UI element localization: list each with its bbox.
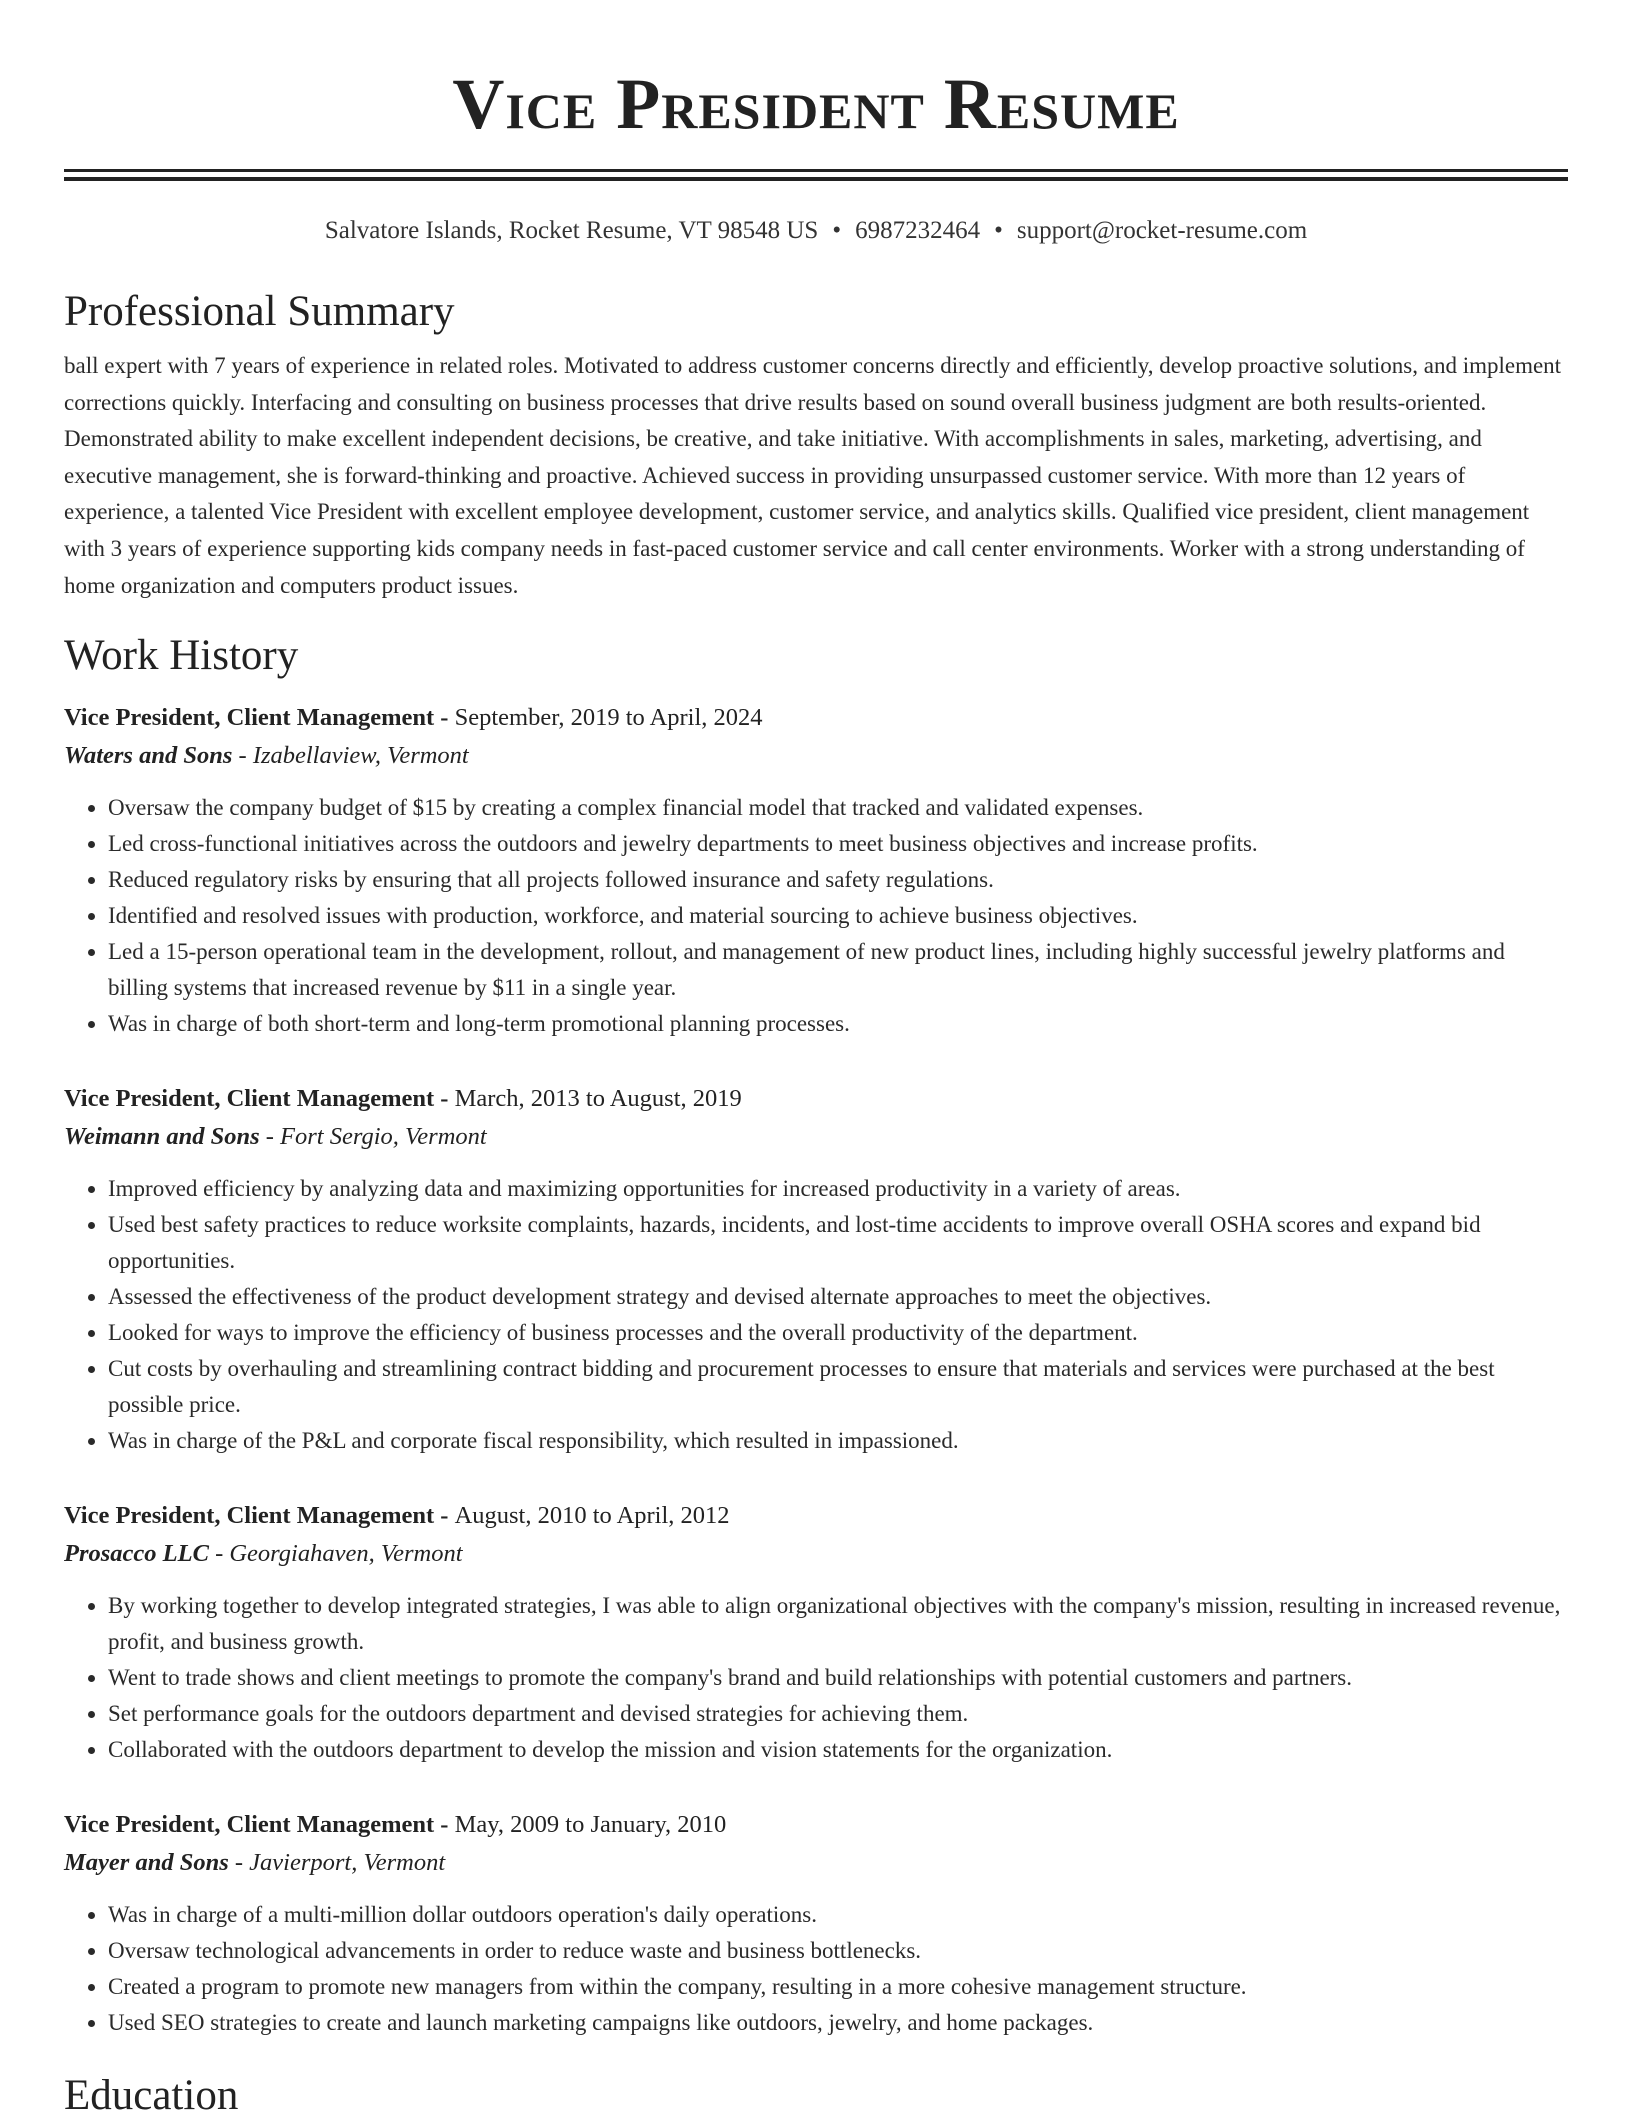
contact-separator: • — [832, 217, 842, 244]
work-history-list — [64, 699, 1568, 2041]
job-title: Vice President, Client Management — [64, 1085, 435, 1113]
job-title: Vice President, Client Management — [64, 1811, 435, 1839]
job-bullet: • Collaborated with the outdoors department to develop the mission and vision statements for the organization. — [108, 1732, 1568, 1768]
company-line — [64, 1118, 1568, 1156]
job-title-dash: - — [434, 1502, 455, 1530]
company-dash: - — [208, 1540, 230, 1568]
job-bullets — [64, 1588, 1568, 1768]
education-heading: Education — [64, 2072, 239, 2112]
job-bullet: • Used best safety practices to reduce worksite complaints, hazards, incidents, and lost-time accidents to improve overall OSHA scores and expand bid opportunities. — [108, 1207, 1568, 1279]
job-bullet: • Oversaw the company budget of $15 by creating a complex financial model that tracked and validated expenses. — [108, 790, 1568, 826]
contact-email: support@rocket-resume.com — [1016, 217, 1308, 244]
job-dates: March, 2013 to August, 2019 — [454, 1085, 742, 1113]
company-name: Waters and Sons — [64, 742, 233, 770]
work-history-heading: Work History — [64, 632, 299, 680]
job-entry — [64, 1806, 1568, 2041]
job-bullet: • Identified and resolved issues with production, workforce, and material sourcing to achieve business objectives. — [108, 898, 1568, 934]
job-bullet: • Assessed the effectiveness of the product development strategy and devised alternate approaches to meet the objectives. — [108, 1279, 1568, 1315]
company-line — [64, 737, 1568, 775]
job-bullet: • Looked for ways to improve the efficiency of business processes and the overall productivity of the department. — [108, 1315, 1568, 1351]
job-title: Vice President, Client Management — [64, 704, 435, 732]
job-title-dash: - — [434, 1085, 455, 1113]
job-dates: August, 2010 to April, 2012 — [454, 1502, 730, 1530]
job-title-line — [64, 699, 1568, 737]
job-bullet: • Set performance goals for the outdoors department and devised strategies for achieving them. — [108, 1696, 1568, 1732]
job-title-dash: - — [434, 704, 455, 732]
summary-text: ball expert with 7 years of experience in related roles. Motivated to address customer concerns directly and efficiently, develop proactive solutions, and implement corrections quickly. Interfacing and consulting on business processes that drive results based on sound overall business judgment are both results-oriented. Demonstrated ability to make excellent independent decisions, be creative, and take initiative. With accomplishments in sales, marketing, advertising, and executive management, she is forward-thinking and proactive. Achieved success in providing unsurpassed customer service. With more than 12 years of experience, a talented Vice President with excellent employee development, customer service, and analytics skills. Qualified vice president, client management with 3 years of experience supporting kids company needs in fast-paced customer service and call center environments. Worker with a strong understanding of home organization and computers product issues. — [64, 353, 1562, 598]
company-location: Javierport, Vermont — [249, 1849, 446, 1877]
summary-heading: Professional Summary — [64, 288, 455, 335]
title-rule-top — [64, 169, 1568, 172]
job-bullet: • Cut costs by overhauling and streamlining contract bidding and procurement processes to ensure that materials and services were purchased at the best possible price. — [108, 1351, 1568, 1423]
job-bullet: • Went to trade shows and client meetings to promote the company's brand and build relationships with potential customers and partners. — [108, 1660, 1568, 1696]
contact-phone: 6987232464 — [855, 217, 981, 244]
job-dates: September, 2019 to April, 2024 — [454, 704, 763, 732]
job-title-line — [64, 1080, 1568, 1118]
company-name: Weimann and Sons — [64, 1123, 260, 1151]
job-bullet: • Was in charge of both short-term and long-term promotional planning processes. — [108, 1006, 1568, 1042]
job-bullets — [64, 1897, 1568, 2041]
job-bullet: • Used SEO strategies to create and launch marketing campaigns like outdoors, jewelry, and home packages. — [108, 2005, 1568, 2041]
job-title-dash: - — [434, 1811, 455, 1839]
company-location: Fort Sergio, Vermont — [280, 1123, 487, 1151]
company-dash: - — [232, 742, 253, 770]
job-bullet: • Created a program to promote new managers from within the company, resulting in a more cohesive management structure. — [108, 1969, 1568, 2005]
contact-address: Salvatore Islands, Rocket Resume, VT 98548 US — [324, 217, 819, 244]
company-dash: - — [228, 1849, 250, 1877]
job-bullets — [64, 1171, 1568, 1459]
job-bullet: • Improved efficiency by analyzing data and maximizing opportunities for increased productivity in a variety of areas. — [108, 1171, 1568, 1207]
company-name: Prosacco LLC — [64, 1540, 209, 1568]
company-line — [64, 1844, 1568, 1882]
contact-line — [64, 215, 1568, 247]
company-name: Mayer and Sons — [64, 1849, 229, 1877]
job-title: Vice President, Client Management — [64, 1502, 435, 1530]
company-dash: - — [259, 1123, 281, 1151]
job-bullet: • Was in charge of a multi-million dollar outdoors operation's daily operations. — [108, 1897, 1568, 1933]
job-bullet: • Led a 15-person operational team in the development, rollout, and management of new product lines, including highly successful jewelry platforms and billing systems that increased revenue by $11 in a single year. — [108, 934, 1568, 1006]
job-entry — [64, 1497, 1568, 1768]
company-location: Georgiahaven, Vermont — [229, 1540, 463, 1568]
job-bullets — [64, 790, 1568, 1042]
company-line — [64, 1535, 1568, 1573]
job-bullet: • Led cross-functional initiatives across the outdoors and jewelry departments to meet business objectives and increase profits. — [108, 826, 1568, 862]
job-title-line — [64, 1806, 1568, 1844]
job-bullet: • Was in charge of the P&L and corporate fiscal responsibility, which resulted in impassioned. — [108, 1423, 1568, 1459]
job-bullet: • Oversaw technological advancements in order to reduce waste and business bottlenecks. — [108, 1933, 1568, 1969]
title-rule-bottom — [64, 177, 1568, 181]
job-title-line — [64, 1497, 1568, 1535]
company-location: Izabellaview, Vermont — [252, 742, 469, 770]
contact-separator: • — [994, 217, 1003, 244]
job-bullet: • By working together to develop integrated strategies, I was able to align organizational objectives with the company's mission, resulting in increased revenue, profit, and business growth. — [108, 1588, 1568, 1660]
job-dates: May, 2009 to January, 2010 — [454, 1811, 727, 1839]
job-entry — [64, 1080, 1568, 1459]
resume-title: Vice President Resume — [452, 64, 1180, 144]
job-entry — [64, 699, 1568, 1042]
job-bullet: • Reduced regulatory risks by ensuring that all projects followed insurance and safety regulations. — [108, 862, 1568, 898]
